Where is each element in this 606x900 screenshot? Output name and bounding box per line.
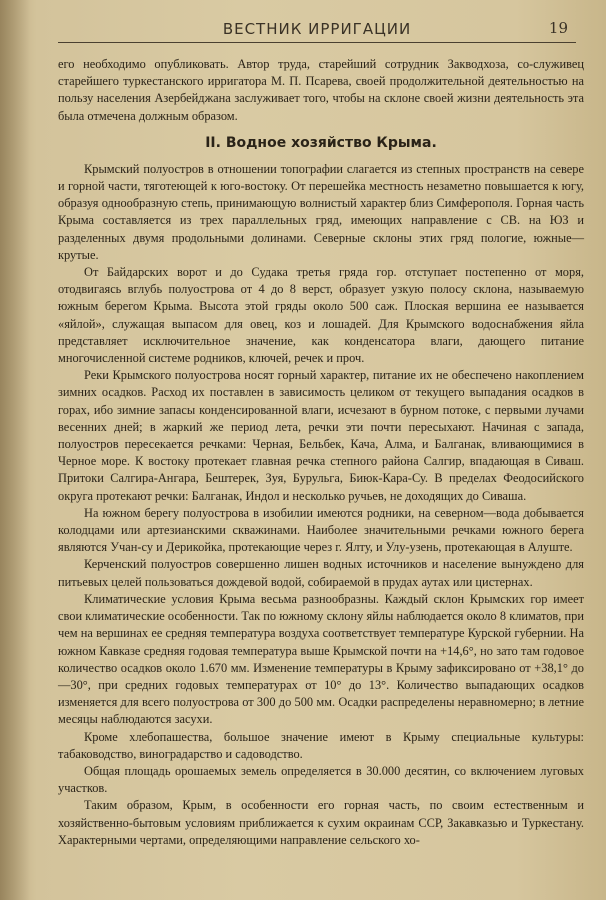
paragraph-kerch: Керченский полуостров совершенно лишен водных источников и население вынуждено для питьевых целей пользоваться дождевой водой, собираемой в прудах аутах или цистернах. bbox=[58, 557, 584, 589]
article-body bbox=[58, 56, 584, 849]
journal-title: ВЕСТНИК ИРРИГАЦИИ bbox=[222, 20, 412, 38]
paragraph-rivers: Реки Крымского полуострова носят горный характер, питание их не обеспечено накоплением зимних осадков. Расход их поставлен в зависимость целиком от текущего выпадания осадков в горах, ибо зимние запасы конденсированной влаги, исчезают в бурном потоке, с первыми лучами весенних дней; в жаркий же период лета, речки эти почти пересыхают. Начиная с запада, полуостров пересекается речками: Черная, Бельбек, Кача, Алма, и Балганак, вливающимися в Черное море. К востоку протекает главная речка степного района Салгир, впадающая в Сиваш. Притоки Салгира-Ангара, Бештерек, Зуя, Бурульга, Биюк-Кара-Су. В пределах Феодосийского округа протекают речки: Балганак, Индол и несколько ручьев, не доходящих до Сиваша. bbox=[58, 368, 584, 503]
paragraph-climate: Климатические условия Крыма весьма разнообразны. Каждый склон Крымских гор имеет свои климатические особенности. Так по южному склону яйлы наблюдается около 8 климатов, при чем на вершинах ее средняя температура воздуха соответствует температуре Курской губернии. На южном Кавказе средняя годовая температура выше Крымской почти на +14,6°, но зато там годовое количество осадков около 1.670 мм. Изменение температуры в Крыму зафиксировано от +38,1° до —30°, при средних годовых температурах от 10° до 13°. Количество выпадающих осадков изменяется для всего полуострова от 300 до 500 мм. Осадки распределены неравномерно; в летние месяцы наблюдаются засухи. bbox=[58, 591, 584, 727]
header-rule bbox=[58, 42, 576, 43]
paragraph-southern-coast: От Байдарских ворот и до Судака третья гряда гор. отступает постепенно от моря, отодвигаясь вглубь полуострова от 4 до 8 верст, образует узкую полосу склона, называемую южным берегом Крыма. Высота этой гряды около 500 саж. Плоская вершина ее называется «яйлой», служащая выпасом для овец, коз и лошадей. Для Крымского водоснабжения яйла представляет исключительное значение, как конденсатора влаги, дающего питание многочисленной системе родников, ключей, речек и проч. bbox=[58, 265, 584, 366]
paragraph-conclusion: Таким образом, Крым, в особенности его горная часть, по своим естественным и хозяйственно-бытовым условиям приближается к сухим окраинам ССР, Закавказью и Туркестану. Характерными чертами, определяющими направление сельского хо- bbox=[58, 798, 584, 847]
paragraph-crops: Кроме хлебопашества, большое значение имеют в Крыму специальные культуры: табаководство, виноградарство и садоводство. bbox=[58, 729, 584, 761]
paragraph-irrigated-area: Общая площадь орошаемых земель определяется в 30.000 десятин, со включением луговых участков. bbox=[58, 763, 584, 796]
page-header bbox=[58, 18, 576, 44]
intro-paragraph: его необходимо опубликовать. Автор труда, старейший сотрудник Закводхоза, со-служивец старейшего туркестанского ирригатора М. П. Псарева, своей продолжительной деятельностью на пользу населения Азербейджана заслуживает того, чтобы на склоне своей жизни деятельность эта была отмечена должным образом. bbox=[58, 57, 584, 123]
paragraph-topography: Крымский полуостров в отношении топографии слагается из степных пространств на севере и горной части, тяготеющей к юго-востоку. От перешейка местность незаметно повышается к югу, образуя однообразную степь, принимающую волнистый характер близ Симферополя. Горная часть Крыма составляется из трех параллельных гряд, имеющих направление с СВ. на ЮЗ и разделенных двумя продольными долинами. Северные склоны этих гряд пологие, южные—крутые. bbox=[58, 161, 584, 262]
page-number: 19 bbox=[548, 19, 568, 37]
binding-shadow bbox=[0, 0, 30, 900]
section-heading: II. Водное хозяйство Крыма. bbox=[205, 134, 437, 151]
paragraph-springs: На южном берегу полуострова в изобилии имеются родники, на северном—вода добывается колодцами или артезианскими скважинами. Наиболее значительными речками южного берега являются Учан-су и Дерикойка, протекающие через г. Ялту, и Улу-узень, протекающая в Алуште. bbox=[58, 505, 584, 555]
